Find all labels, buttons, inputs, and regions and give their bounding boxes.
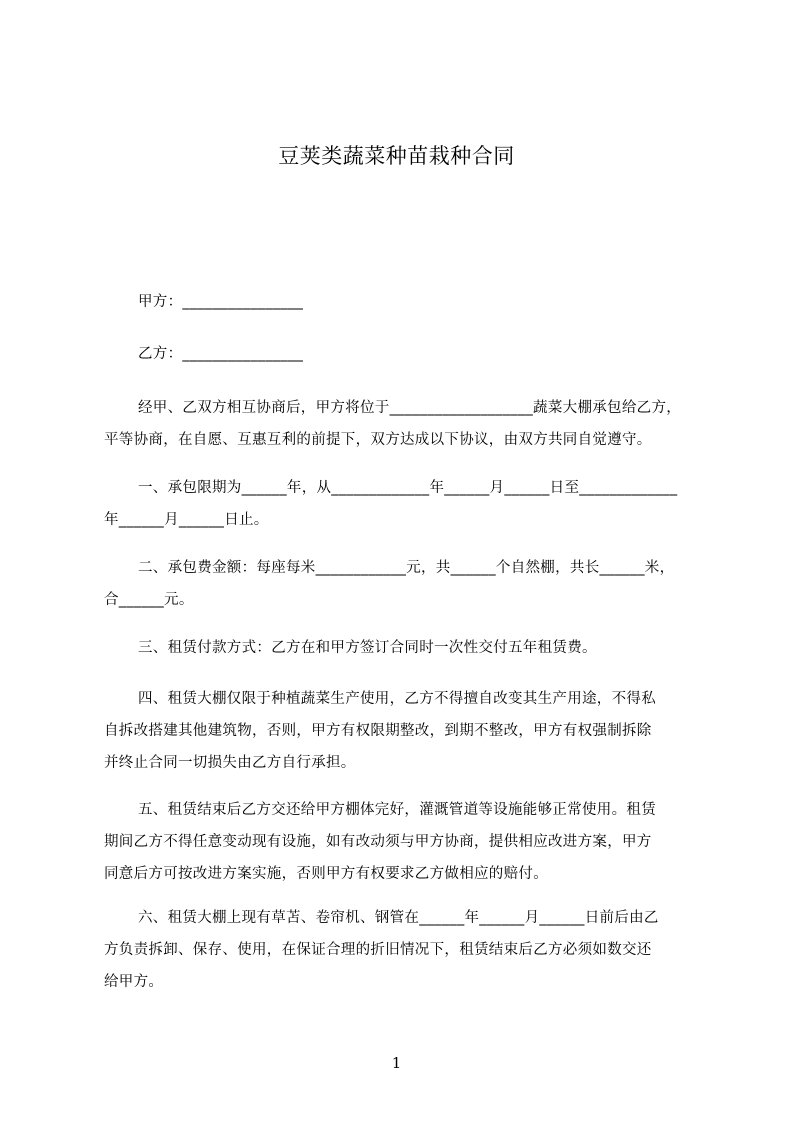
clause-line: 经甲、乙双方相互协商后，甲方将位于___________________蔬菜大棚承包给乙方， [138,400,682,416]
page-number: 1 [391,1054,402,1072]
clause-line: 同意后方可按改进方案实施，否则甲方有权要求乙方做相应的赔付。 [104,866,548,882]
clause-line: 一、承包限期为______年，从_____________年______月______日至_____________ [138,480,678,496]
clause-line: 六、租赁大棚上现有草苫、卷帘机、钢管在______年______月______日前后由乙 [138,910,659,926]
document-title: 豆荚类蔬菜种苗栽种合同 [278,144,515,168]
clause-6-equipment [104,902,704,998]
clause-line: 合______元。 [104,592,194,608]
clause-line: 五、租赁结束后乙方交还给甲方棚体完好，灌溉管道等设施能够正常使用。租赁 [138,802,656,818]
clause-4-usage [104,683,704,779]
clause-5-return [104,794,704,890]
clause-line: 期间乙方不得任意变动现有设施，如有改动须与甲方协商，提供相应改进方案，甲方 [104,834,652,850]
clause-line: 给甲方。 [104,974,164,990]
clause-line: 自拆改搭建其他建筑物，否则，甲方有权限期整改，到期不整改，甲方有权强制拆除 [104,723,652,739]
clause-line: 年______月______日止。 [104,512,269,528]
clause-3-payment [104,632,704,664]
clause-line: 平等协商，在自愿、互惠互利的前提下，双方达成以下协议，由双方共同自觉遵守。 [104,432,652,448]
party-a-line: 甲方：________________ [138,294,304,310]
clause-line: 三、租赁付款方式：乙方在和甲方签订合同时一次性交付五年租赁费。 [138,640,597,656]
party-b-line: 乙方：________________ [138,346,304,362]
clause-line: 并终止合同一切损失由乙方自行承担。 [104,755,356,771]
clause-preamble [104,392,704,456]
clause-2-fee [104,552,704,616]
clause-line: 四、租赁大棚仅限于种植蔬菜生产使用，乙方不得擅自改变其生产用途，不得私 [138,691,656,707]
clause-1-term [104,472,704,536]
clause-line: 方负责拆卸、保存、使用，在保证合理的折旧情况下，租赁结束后乙方必须如数交还 [104,942,652,958]
clause-line: 二、承包费金额：每座每米____________元，共______个自然棚，共长______米， [138,560,675,576]
